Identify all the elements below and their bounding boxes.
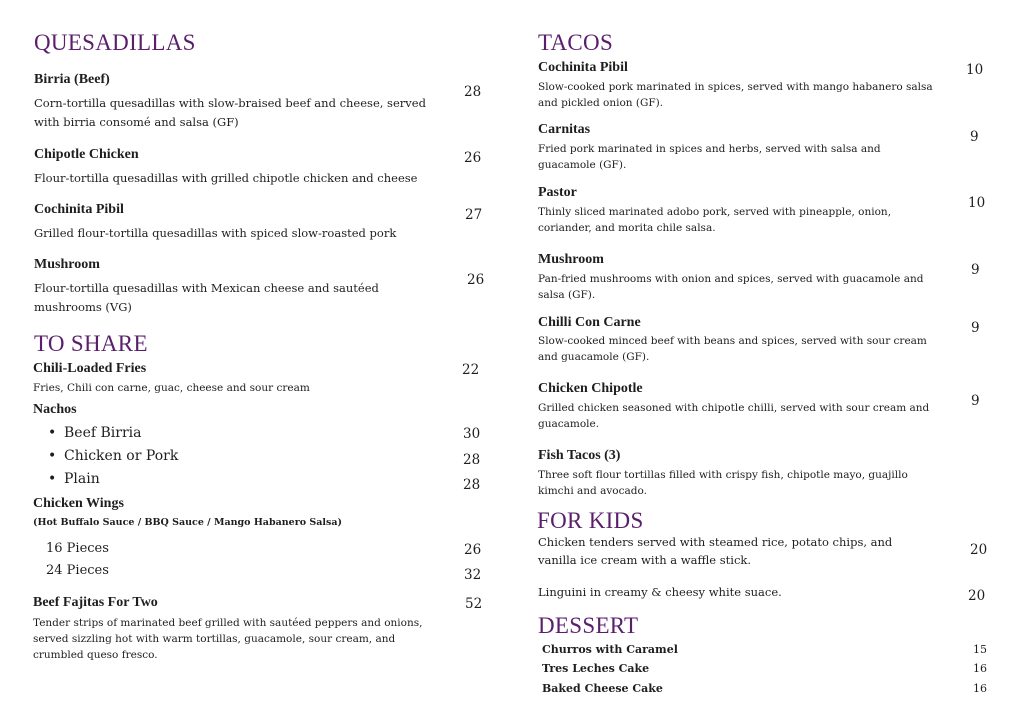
item-price: 20 (968, 588, 986, 604)
option-price: 32 (464, 567, 482, 583)
item-desc: Chicken tenders served with steamed rice, potato chips, and vanilla ice cream with a waffle stick. (538, 535, 893, 567)
item-price: 9 (971, 262, 980, 278)
item-desc: Fries, Chili con carne, guac, cheese and sour cream (33, 382, 310, 394)
option-price: 28 (463, 477, 481, 493)
item-desc: Flour-tortilla quesadillas with Mexican cheese and sautéed mushrooms (VG) (34, 281, 379, 314)
option-label: 24 Pieces (46, 563, 109, 578)
wings-sauce-note: (Hot Buffalo Sauce / BBQ Sauce / Mango Habanero Salsa) (33, 517, 342, 528)
item-price: 22 (462, 362, 480, 378)
to-share-title: TO SHARE (34, 331, 148, 356)
item-price: 28 (464, 84, 482, 100)
option-label: 16 Pieces (46, 541, 109, 556)
item-desc: Slow-cooked pork marinated in spices, served with mango habanero salsa and pickled onion (GF). (538, 81, 933, 109)
dessert-price: 16 (973, 682, 987, 695)
item-price: 9 (971, 393, 980, 409)
item-desc: Fried pork marinated in spices and herbs, served with salsa and guacamole (GF). (538, 143, 881, 171)
item-desc: Linguini in creamy & cheesy white suace. (538, 585, 782, 599)
option-price: 30 (463, 426, 481, 442)
bullet-dot: • (48, 471, 57, 487)
item-price: 20 (970, 542, 988, 558)
dessert-price: 16 (973, 662, 987, 675)
item-name: Mushroom (538, 252, 604, 267)
item-name: Fish Tacos (3) (538, 448, 621, 463)
tacos-title: TACOS (538, 30, 614, 55)
item-name: Chilli Con Carne (538, 315, 641, 330)
option-label: Plain (64, 471, 100, 487)
option-label: Chicken or Pork (64, 448, 179, 464)
item-desc: Corn-tortilla quesadillas with slow-braised beef and cheese, served with birria consomé and salsa (GF) (34, 96, 426, 129)
item-desc: Pan-fried mushrooms with onion and spices, served with guacamole and salsa (GF). (538, 273, 924, 301)
dessert-price: 15 (973, 643, 987, 656)
item-desc: Flour-tortilla quesadillas with grilled chipotle chicken and cheese (34, 171, 418, 185)
dessert-name: Tres Leches Cake (542, 662, 650, 675)
item-price: 27 (465, 207, 483, 223)
item-price: 52 (465, 596, 483, 612)
item-desc: Three soft flour tortillas filled with crispy fish, chipotle mayo, guajillo kimchi and avocado. (538, 469, 908, 497)
option-price: 28 (463, 452, 481, 468)
item-name: Birria (Beef) (34, 72, 110, 87)
item-name: Chipotle Chicken (34, 147, 139, 162)
item-desc: Tender strips of marinated beef grilled with sautéed peppers and onions, served sizzling hot with warm tortillas, guacamole, sour cream, and crumbled queso fresco. (33, 617, 423, 661)
item-name: Pastor (538, 185, 577, 200)
option-label: Beef Birria (64, 425, 142, 441)
dessert-name: Churros with Caramel (542, 643, 678, 656)
option-price: 26 (464, 542, 482, 558)
item-name: Cochinita Pibil (34, 202, 124, 217)
item-price: 10 (968, 195, 986, 211)
dessert-name: Baked Cheese Cake (542, 682, 663, 695)
item-name: Beef Fajitas For Two (33, 595, 158, 610)
item-price: 26 (464, 150, 482, 166)
item-desc: Thinly sliced marinated adobo pork, served with pineapple, onion, coriander, and morita chile salsa. (538, 206, 892, 234)
item-desc: Grilled flour-tortilla quesadillas with spiced slow-roasted pork (34, 226, 397, 240)
quesadillas-title: QUESADILLAS (34, 30, 196, 55)
item-name: Carnitas (538, 122, 591, 137)
item-price: 10 (966, 62, 984, 78)
item-desc: Grilled chicken seasoned with chipotle chilli, served with sour cream and guacamole. (538, 402, 930, 430)
bullet-dot: • (48, 448, 57, 464)
item-name: Chicken Chipotle (538, 381, 643, 396)
item-name: Nachos (33, 402, 77, 417)
bullet-dot: • (48, 425, 57, 441)
item-name: Cochinita Pibil (538, 60, 628, 75)
for-kids-title: FOR KIDS (537, 508, 644, 533)
item-name: Chili-Loaded Fries (33, 361, 147, 376)
item-desc: Slow-cooked minced beef with beans and spices, served with sour cream and guacamole (GF). (538, 335, 927, 363)
item-name: Mushroom (34, 257, 100, 272)
item-price: 26 (467, 272, 485, 288)
item-price: 9 (971, 320, 980, 336)
item-name: Chicken Wings (33, 496, 124, 511)
item-price: 9 (970, 129, 979, 145)
dessert-title: DESSERT (538, 613, 639, 638)
